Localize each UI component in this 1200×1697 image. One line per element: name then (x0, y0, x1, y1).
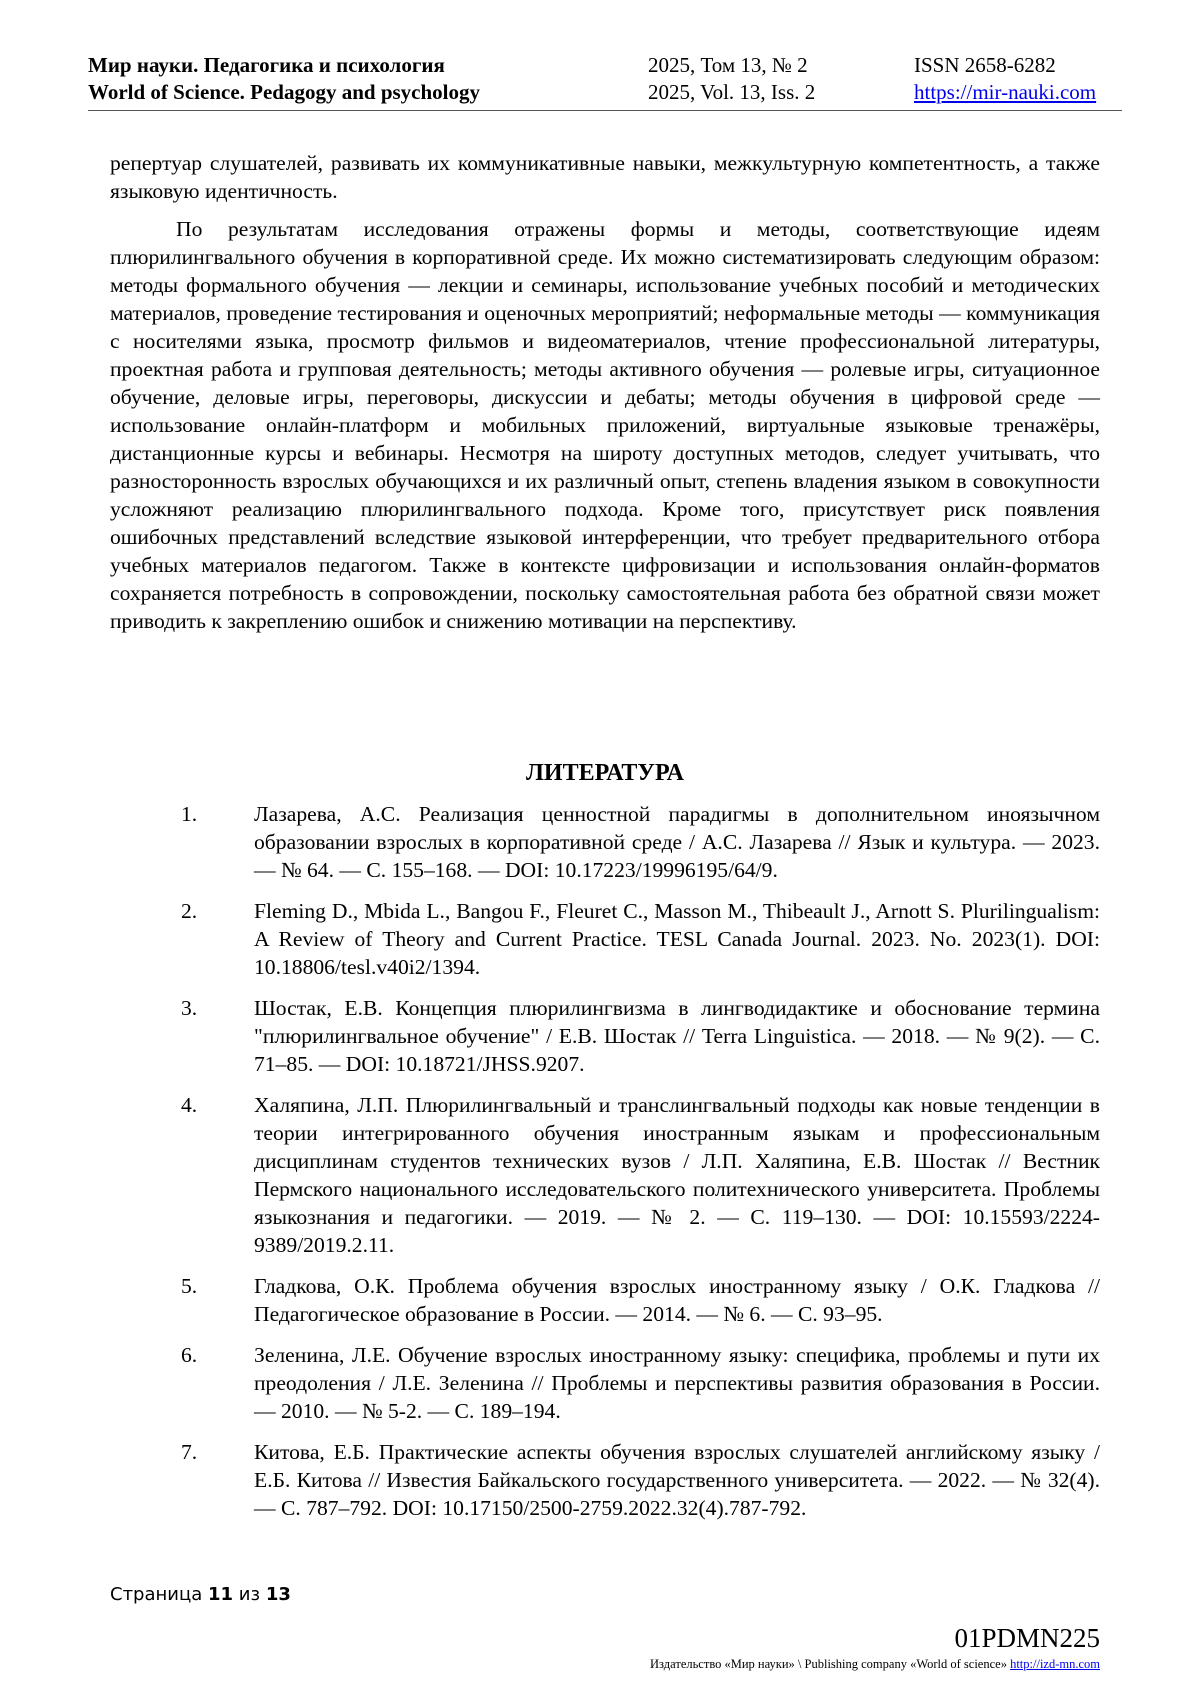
reference-number: 4. (181, 1093, 198, 1117)
page-current: 11 (208, 1584, 234, 1605)
publisher-line (650, 1656, 1100, 1672)
reference-text: Гладкова, О.К. Проблема обучения взрослых иностранному языку / О.К. Гладкова // Педагогическое образование в России. — 2014. — № 6. — С. 93–95. (254, 1274, 1100, 1326)
reference-text: Халяпина, Л.П. Плюрилингвальный и транслингвальный подходы как новые тенденции в теории интегрированного обучения иностранным языкам и профессиональным дисциплинам студентов технических вузов / Л.П. Халяпина, Е.В. Шостак // Вестник Пермского национального исследовательского политехнического университета. Проблемы языкознания и педагогики. — 2019. — № 2. — С. 119–130. — DOI: 10.15593/2224-9389/2019.2.11. (254, 1093, 1100, 1257)
reference-text: Китова, Е.Б. Практические аспекты обучения взрослых слушателей английскому языку / Е.Б. Китова // Известия Байкальского государственного университета. — 2022. — № 32(4). — С. 787–792. DOI: 10.17150/2500-2759.2022.32(4).787-792. (254, 1440, 1100, 1520)
issn-block (914, 52, 1096, 106)
reference-item (110, 800, 1100, 884)
reference-text: Зеленина, Л.Е. Обучение взрослых иностранному языку: специфика, проблемы и пути их преодоления / Л.Е. Зеленина // Проблемы и перспективы развития образования в России. — 2010. — № 5-2. — С. 189–194. (254, 1343, 1100, 1423)
reference-text: Лазарева, А.С. Реализация ценностной парадигмы в дополнительном иноязычном образовании взрослых в корпоративной среде / А.С. Лазарева // Язык и культура. — 2023. — № 64. — С. 155–168. — DOI: 10.17223/19996195/64/9. (254, 802, 1100, 882)
article-body (110, 149, 1100, 635)
reference-item (110, 994, 1100, 1078)
reference-item (110, 897, 1100, 981)
journal-title-en: World of Science. Pedagogy and psychology (88, 80, 481, 104)
publisher-url-link[interactable]: http://izd-mn.com (1010, 1657, 1100, 1671)
journal-title (88, 52, 480, 106)
reference-item (110, 1438, 1100, 1522)
page-header (88, 52, 1122, 112)
issue-info (648, 52, 815, 106)
journal-url-link[interactable]: https://mir-nauki.com (914, 80, 1097, 104)
page-of: из (238, 1584, 261, 1605)
references-list (110, 800, 1100, 1535)
paragraph-results: По результатам исследования отражены формы и методы, соответствующие идеям плюрилингвального обучения в корпоративной среде. Их можно систематизировать следующим образом: методы формального обучения — лекции и семинары, использование учебных пособий и методических материалов, проведение тестирования и оценочных мероприятий; неформальные методы — коммуникация с носителями языка, просмотр фильмов и видеоматериалов, чтение профессиональной литературы, проектная работа и групповая деятельность; методы активного обучения — ролевые игры, ситуационное обучение, деловые игры, переговоры, дискуссии и дебаты; методы обучения в цифровой среде — использование онлайн-платформ и мобильных приложений, виртуальные языковые тренажёры, дистанционные курсы и вебинары. Несмотря на широту доступных методов, следует учитывать, что разносторонность взрослых обучающихся и их различный опыт, степень владения языком в совокупности усложняют реализацию плюрилингвального подхода. Кроме того, присутствует риск появления ошибочных представлений вследствие языковой интерференции, что требует предварительного отбора учебных материалов педагогом. Также в контексте цифровизации и использования онлайн-форматов сохраняется потребность в сопровождении, поскольку самостоятельная работа без обратной связи может приводить к закреплению ошибок и снижению мотивации на перспективу. (110, 217, 1100, 633)
page-counter (110, 1583, 291, 1607)
reference-item (110, 1272, 1100, 1328)
header-divider (88, 110, 1122, 111)
publisher-text: Издательство «Мир науки» \ Publishing company «World of science» (650, 1657, 1007, 1671)
page-word: Страница (110, 1584, 203, 1605)
reference-number: 3. (181, 996, 198, 1020)
article-code: 01PDMN225 (954, 1623, 1100, 1653)
issue-ru: 2025, Том 13, № 2 (648, 53, 808, 77)
reference-number: 7. (181, 1440, 198, 1464)
reference-item (110, 1341, 1100, 1425)
reference-number: 6. (181, 1343, 198, 1367)
page-total: 13 (265, 1584, 291, 1605)
issue-en: 2025, Vol. 13, Iss. 2 (648, 80, 816, 104)
reference-number: 5. (181, 1274, 198, 1298)
references-title: ЛИТЕРАТУРА (526, 760, 684, 786)
reference-item (110, 1091, 1100, 1259)
paragraph-continuation: репертуар слушателей, развивать их коммуникативные навыки, межкультурную компетентность, а также языковую идентичность. (110, 151, 1100, 203)
issn: ISSN 2658-6282 (914, 53, 1056, 77)
reference-number: 1. (181, 802, 198, 826)
reference-number: 2. (181, 899, 198, 923)
reference-text: Шостак, Е.В. Концепция плюрилингвизма в лингводидактике и обоснование термина "плюрилингвальное обучение" / Е.В. Шостак // Terra Linguistica. — 2018. — № 9(2). — С. 71–85. — DOI: 10.18721/JHSS.9207. (254, 996, 1100, 1076)
journal-title-ru: Мир науки. Педагогика и психология (88, 53, 445, 77)
reference-text: Fleming D., Mbida L., Bangou F., Fleuret C., Masson M., Thibeault J., Arnott S. Plurilingualism: A Review of Theory and Current Practice. TESL Canada Journal. 2023. No. 2023(1). DOI: 10.18806/tesl.v40i2/1394. (254, 899, 1100, 979)
